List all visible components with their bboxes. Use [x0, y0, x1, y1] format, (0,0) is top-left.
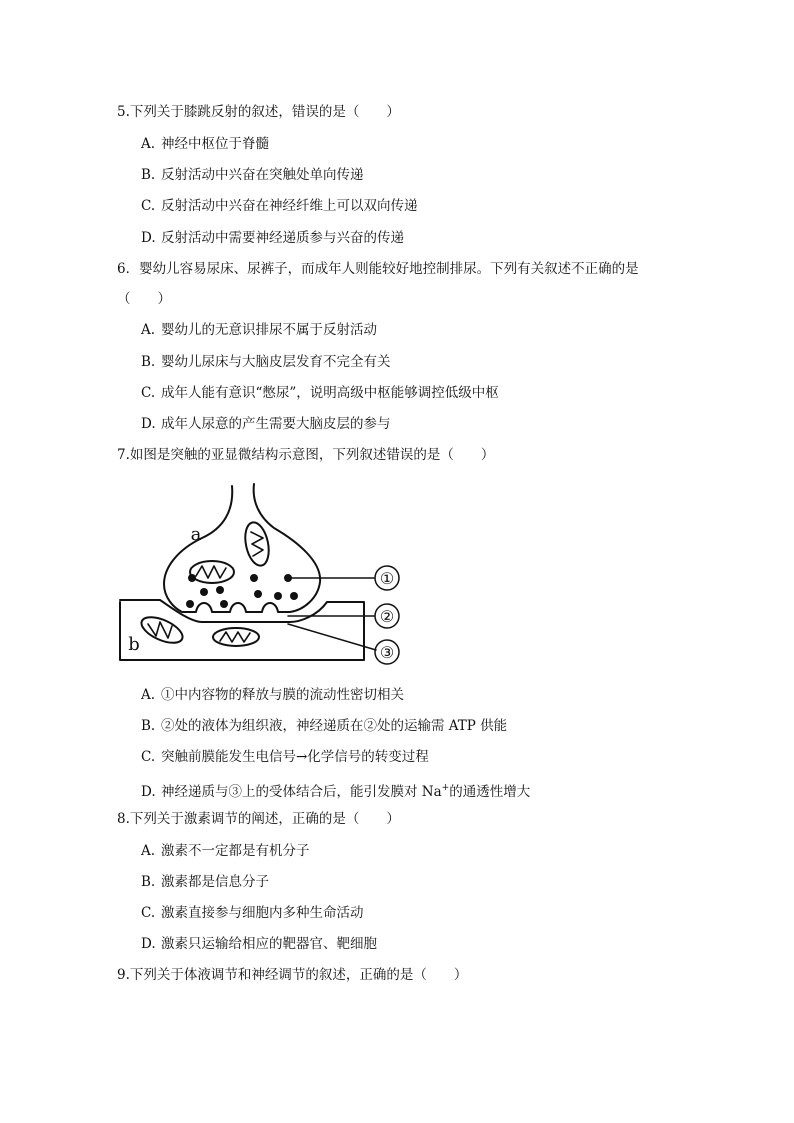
- mitochondrion-3: [138, 612, 186, 648]
- mitochondrion-2: [190, 561, 234, 583]
- option-text: 激素直接参与细胞内多种生命活动: [161, 905, 364, 921]
- vesicle: [254, 590, 262, 598]
- callout-number-1: ①: [379, 569, 395, 588]
- option-letter: A.: [141, 136, 156, 152]
- vesicle: [188, 574, 196, 582]
- option-letter: D.: [141, 936, 156, 952]
- vesicle: [284, 574, 292, 582]
- vesicle: [216, 586, 224, 594]
- option-letter: B.: [141, 874, 156, 890]
- option-letter: C.: [141, 385, 156, 401]
- option-letter: D.: [141, 230, 156, 246]
- option-text: 婴幼儿尿床与大脑皮层发育不完全有关: [161, 354, 391, 370]
- option-letter: B.: [141, 718, 156, 734]
- mitochondrion-2-cristae: [196, 566, 226, 578]
- option-letter: A.: [141, 843, 156, 859]
- synapse-diagram: [112, 480, 422, 670]
- q7-option-d: [141, 779, 530, 801]
- q5-option-b: [141, 166, 364, 184]
- label-b: b: [128, 634, 140, 655]
- option-text: ①中内容物的释放与膜的流动性密切相关: [161, 687, 404, 703]
- callout-number-3: ③: [379, 643, 395, 662]
- q8-option-a: [141, 842, 310, 860]
- option-letter: C.: [141, 905, 156, 921]
- option-letter: A.: [141, 687, 156, 703]
- vesicle: [250, 574, 258, 582]
- question-8-stem: 8.下列关于激素调节的阐述，正确的是（ ）: [117, 811, 400, 827]
- q8-option-c: [141, 904, 364, 922]
- option-letter: C.: [141, 749, 156, 765]
- vesicle: [220, 600, 228, 608]
- option-text: 突触前膜能发生电信号→化学信号的转变过程: [161, 749, 429, 765]
- question-6-stem-cont: （ ）: [117, 291, 171, 307]
- postsynaptic-cell: [120, 600, 364, 660]
- option-letter: B.: [141, 354, 156, 370]
- option-text: 神经中枢位于脊髓: [161, 136, 269, 152]
- option-letter: D.: [141, 416, 156, 432]
- option-letter: B.: [141, 167, 156, 183]
- option-text: 婴幼儿的无意识排尿不属于反射活动: [161, 322, 377, 338]
- mitochondrion-4-cristae: [220, 632, 250, 642]
- option-text: ②处的液体为组织液，神经递质在②处的运输需 ATP 供能: [161, 718, 508, 734]
- option-text: 反射活动中兴奋在神经纤维上可以双向传递: [161, 198, 418, 214]
- label-a: a: [190, 524, 202, 545]
- option-text: 反射活动中需要神经递质参与兴奋的传递: [161, 230, 404, 246]
- option-text: 反射活动中兴奋在突触处单向传递: [161, 167, 364, 183]
- q8-option-b: [141, 873, 269, 891]
- option-text: 成年人能有意识“憋尿”，说明高级中枢能够调控低级中枢: [161, 385, 499, 401]
- mitochondrion-1: [242, 520, 273, 568]
- option-letter: C.: [141, 198, 156, 214]
- q6-option-c: [141, 384, 499, 402]
- q7-option-a: [141, 686, 404, 704]
- question-9-stem: 9.下列关于体液调节和神经调节的叙述，正确的是（ ）: [117, 967, 468, 983]
- question-6-stem: 6．婴幼儿容易尿床、尿裤子，而成年人则能较好地控制排尿。下列有关叙述不正确的是: [117, 261, 639, 277]
- vesicle: [200, 588, 208, 596]
- vesicle: [290, 592, 298, 600]
- superscript-plus: +: [441, 783, 450, 793]
- question-5-stem: 5.下列关于膝跳反射的叙述，错误的是（ ）: [117, 104, 400, 120]
- q5-option-c: [141, 197, 418, 215]
- option-text-after: 的通透性增大: [449, 784, 531, 800]
- option-text: 激素都是信息分子: [161, 874, 269, 890]
- question-7-stem: 7.如图是突触的亚显微结构示意图，下列叙述错误的是（ ）: [117, 447, 495, 463]
- callout-number-2: ②: [379, 607, 395, 626]
- vesicle: [274, 592, 282, 600]
- q5-option-a: [141, 135, 269, 153]
- callout-line-3: [288, 624, 376, 650]
- q8-option-d: [141, 935, 377, 953]
- q7-option-b: [141, 717, 507, 735]
- option-letter: A.: [141, 322, 156, 338]
- presynaptic-terminal: [164, 484, 320, 612]
- q6-option-a: [141, 321, 377, 339]
- q5-option-d: [141, 229, 404, 247]
- option-text-before: 神经递质与③上的受体结合后，能引发膜对 Na: [161, 784, 442, 800]
- mitochondrion-4: [213, 628, 259, 646]
- option-text: 激素只运输给相应的靶器官、靶细胞: [161, 936, 377, 952]
- option-letter: D.: [141, 784, 156, 800]
- q6-option-d: [141, 415, 391, 433]
- option-text: 成年人尿意的产生需要大脑皮层的参与: [161, 416, 391, 432]
- mitochondrion-1-cristae: [251, 532, 263, 556]
- q6-option-b: [141, 353, 391, 371]
- option-text: 激素不一定都是有机分子: [161, 843, 310, 859]
- q7-option-c: [141, 748, 429, 766]
- vesicle: [186, 600, 194, 608]
